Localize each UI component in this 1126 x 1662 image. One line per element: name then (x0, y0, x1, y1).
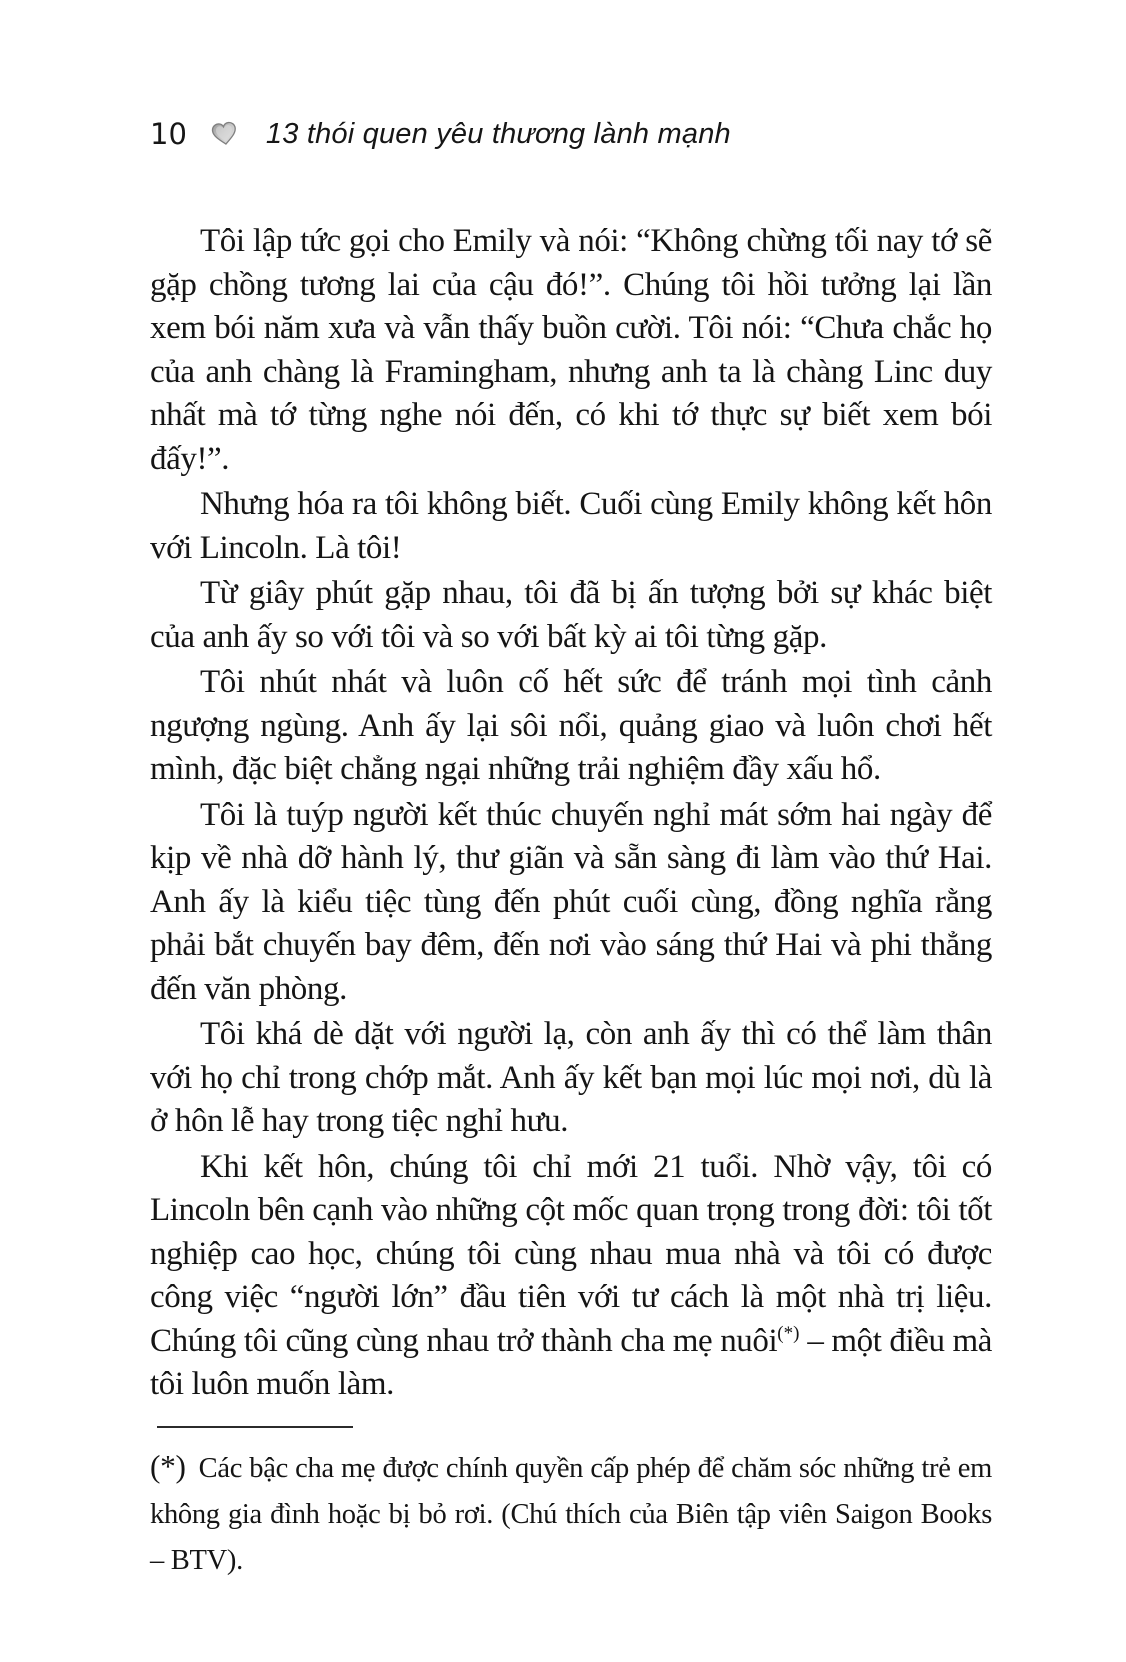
paragraph: Nhưng hóa ra tôi không biết. Cuối cùng Emily không kết hôn với Lincoln. Là tôi! (150, 486, 992, 566)
footnote-area (150, 1426, 992, 1584)
paragraph (150, 1146, 992, 1407)
paragraph: Tôi nhút nhát và luôn cố hết sức để tránh mọi tình cảnh ngượng ngùng. Anh ấy lại sôi nổi, quảng giao và luôn chơi hết mình, đặc biệt chẳng ngại những trải nghiệm đầy xấu hổ. (150, 664, 992, 787)
paragraph: Tôi khá dè dặt với người lạ, còn anh ấy thì có thể làm thân với họ chỉ trong chớp mắt. Anh ấy kết bạn mọi lúc mọi nơi, dù là ở hôn lễ hay trong tiệc nghỉ hưu. (150, 1016, 992, 1139)
body-text (150, 220, 992, 1409)
paragraph: Từ giây phút gặp nhau, tôi đã bị ấn tượng bởi sự khác biệt của anh ấy so với tôi và so với bất kỳ ai tôi từng gặp. (150, 575, 992, 655)
page-number: 10 (150, 117, 187, 151)
footnote-reference-superscript: (*) (777, 1322, 800, 1344)
footnote-separator-line (157, 1426, 353, 1428)
footnote-marker: (*) (150, 1449, 186, 1484)
footnote (150, 1444, 992, 1584)
footnote-text: Các bậc cha mẹ được chính quyền cấp phép để chăm sóc những trẻ em không gia đình hoặc bị bỏ rơi. (Chú thích của Biên tập viên Saigon Books – BTV). (150, 1453, 992, 1576)
paragraph: Tôi là tuýp người kết thúc chuyến nghỉ mát sớm hai ngày để kịp về nhà dỡ hành lý, thư giãn và sẵn sàng đi làm vào thứ Hai. Anh ấy là kiểu tiệc tùng đến phút cuối cùng, đồng nghĩa rằng phải bắt chuyến bay đêm, đến nơi vào sáng thứ Hai và phi thẳng đến văn phòng. (150, 796, 992, 1007)
paragraph-text: Khi kết hôn, chúng tôi chỉ mới 21 tuổi. Nhờ vậy, tôi có Lincoln bên cạnh vào những cột mốc quan trọng trong đời: tôi tốt nghiệp cao học, chúng tôi cùng nhau mua nhà và tôi có được công việc “người lớn” đầu tiên với tư cách là một nhà trị liệu. Chúng tôi cũng cùng nhau trở thành cha mẹ nuôi (150, 1148, 992, 1359)
heart-icon (209, 119, 239, 149)
page-header (150, 116, 731, 152)
paragraph: Tôi lập tức gọi cho Emily và nói: “Không chừng tối nay tớ sẽ gặp chồng tương lai của cậu đó!”. Chúng tôi hồi tưởng lại lần xem bói năm xưa và vẫn thấy buồn cười. Tôi nói: “Chưa chắc họ của anh chàng là Framingham, nhưng anh ta là chàng Linc duy nhất mà tớ từng nghe nói đến, có khi tớ thực sự biết xem bói đấy!”. (150, 223, 992, 477)
paragraph-text-continuation: – một điều mà tôi luôn muốn làm. (150, 1322, 992, 1402)
running-book-title: 13 thói quen yêu thương lành mạnh (265, 118, 731, 150)
